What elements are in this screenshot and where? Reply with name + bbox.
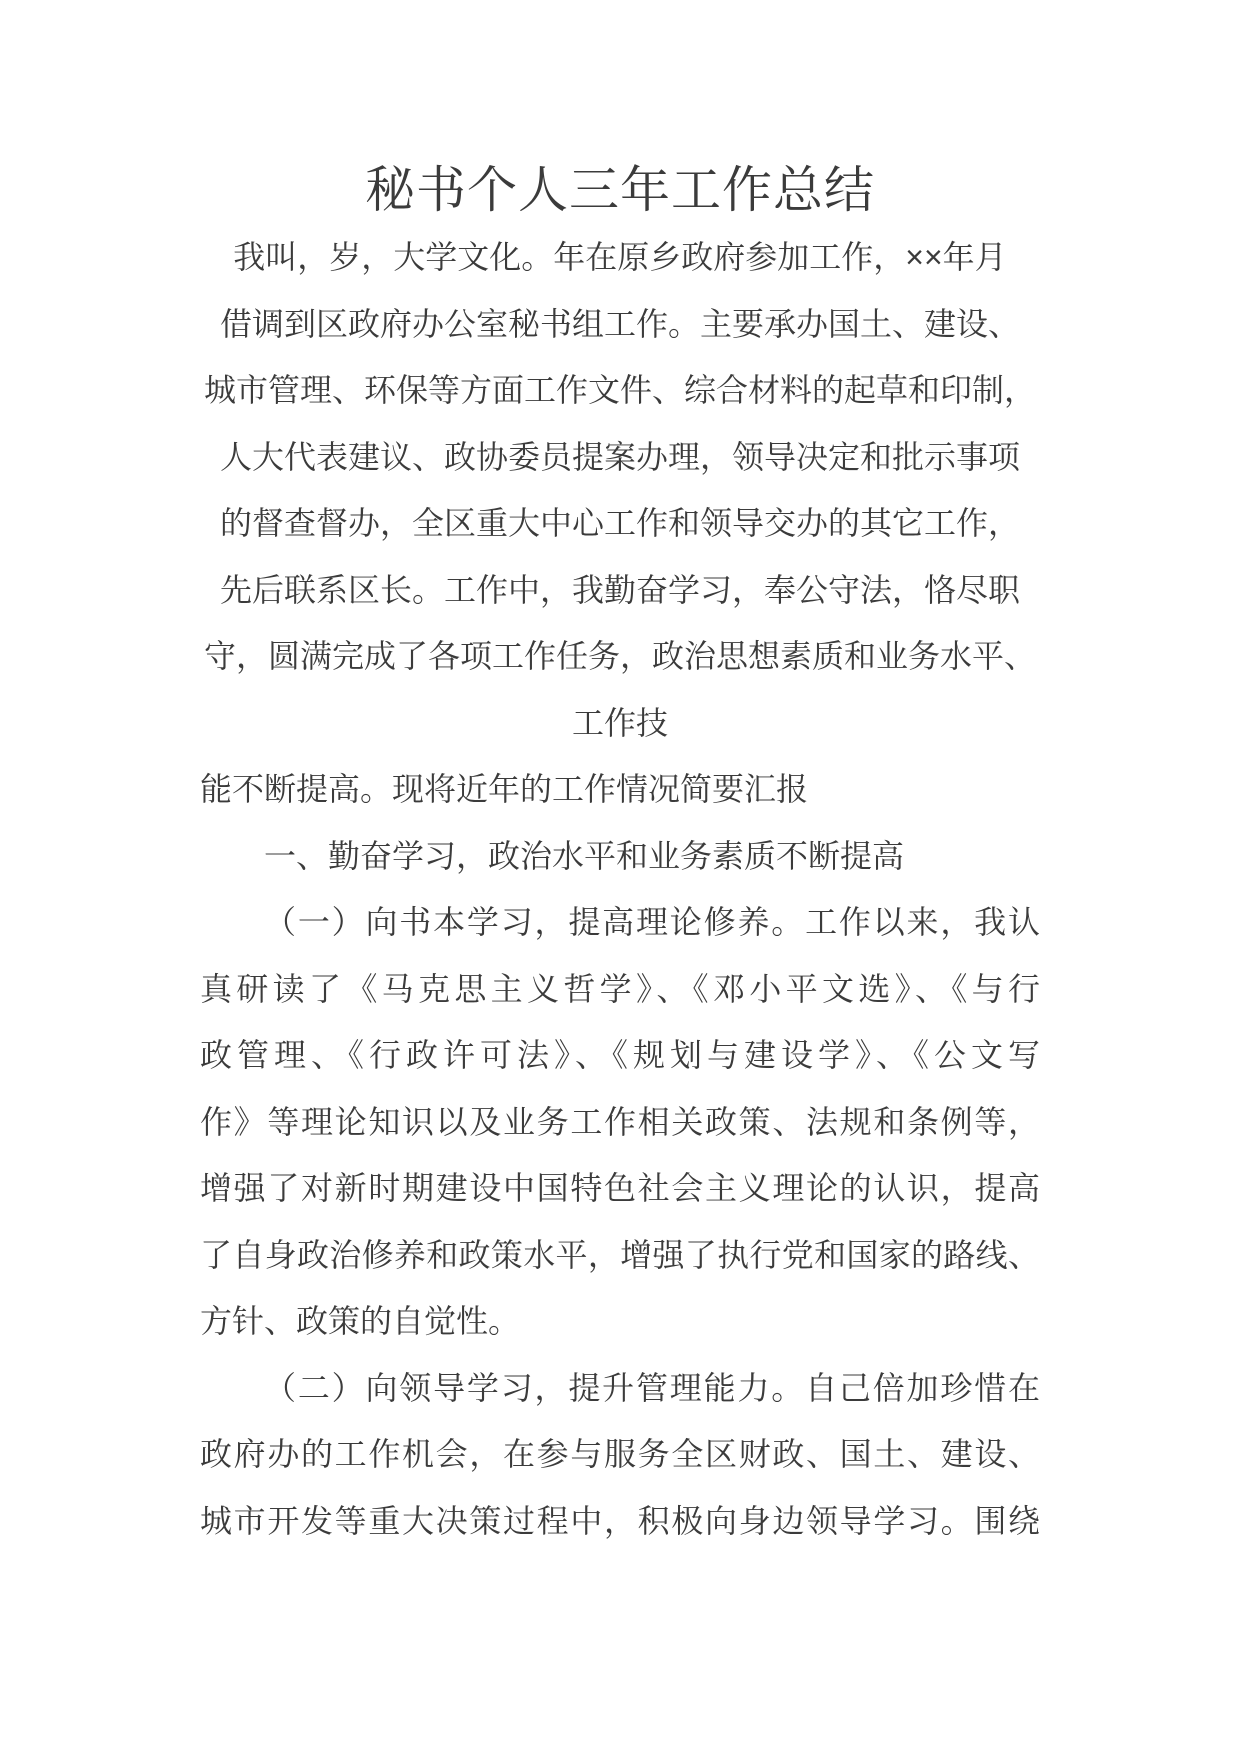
text-line: 我叫，岁，大学文化。年在原乡政府参加工作，××年月 (233, 239, 1007, 275)
text-line: 方针、政策的自觉性。 (200, 1303, 521, 1339)
document-body (0, 224, 1240, 1554)
text-line: 的督查督办，全区重大中心工作和领导交办的其它工作， (219, 505, 1020, 541)
text-line: 真研读了《马克思主义哲学》、《邓小平文选》、《与行 (200, 970, 1040, 1007)
text-line: （二）向领导学习，提升管理能力。自己倍加珍惜在 (264, 1369, 1040, 1406)
text-line: 作》等理论知识以及业务工作相关政策、法规和条例等， (200, 1103, 1040, 1140)
text-line: 借调到区政府办公室秘书组工作。主要承办国土、建设、 (219, 305, 1020, 342)
text-line: 增强了对新时期建设中国特色社会主义理论的认识，提高 (200, 1170, 1040, 1206)
text-line: 工作技 (571, 704, 668, 741)
text-line: 城市管理、环保等方面工作文件、综合材料的起草和印制， (203, 372, 1036, 408)
text-line: 能不断提高。现将近年的工作情况简要汇报 (200, 771, 809, 807)
text-line: 政府办的工作机会，在参与服务全区财政、国土、建设、 (200, 1436, 1040, 1472)
text-line: （一）向书本学习，提高理论修养。工作以来，我认 (264, 904, 1040, 940)
text-line: 了自身政治修养和政策水平，增强了执行党和国家的路线、 (200, 1236, 1040, 1273)
text-line: 先后联系区长。工作中，我勤奋学习，奉公守法，恪尽职 (219, 571, 1020, 608)
document-title: 秘书个人三年工作总结 (365, 162, 875, 218)
text-line: 守，圆满完成了各项工作任务，政治思想素质和业务水平、 (203, 638, 1036, 674)
text-line: 人大代表建议、政协委员提案办理，领导决定和批示事项 (219, 438, 1020, 475)
text-line: 政管理、《行政许可法》、《规划与建设学》、《公文写 (200, 1037, 1040, 1073)
section-heading: 一、勤奋学习，政治水平和业务素质不断提高 (264, 837, 905, 874)
text-line: 城市开发等重大决策过程中，积极向身边领导学习。围绕 (200, 1502, 1040, 1539)
